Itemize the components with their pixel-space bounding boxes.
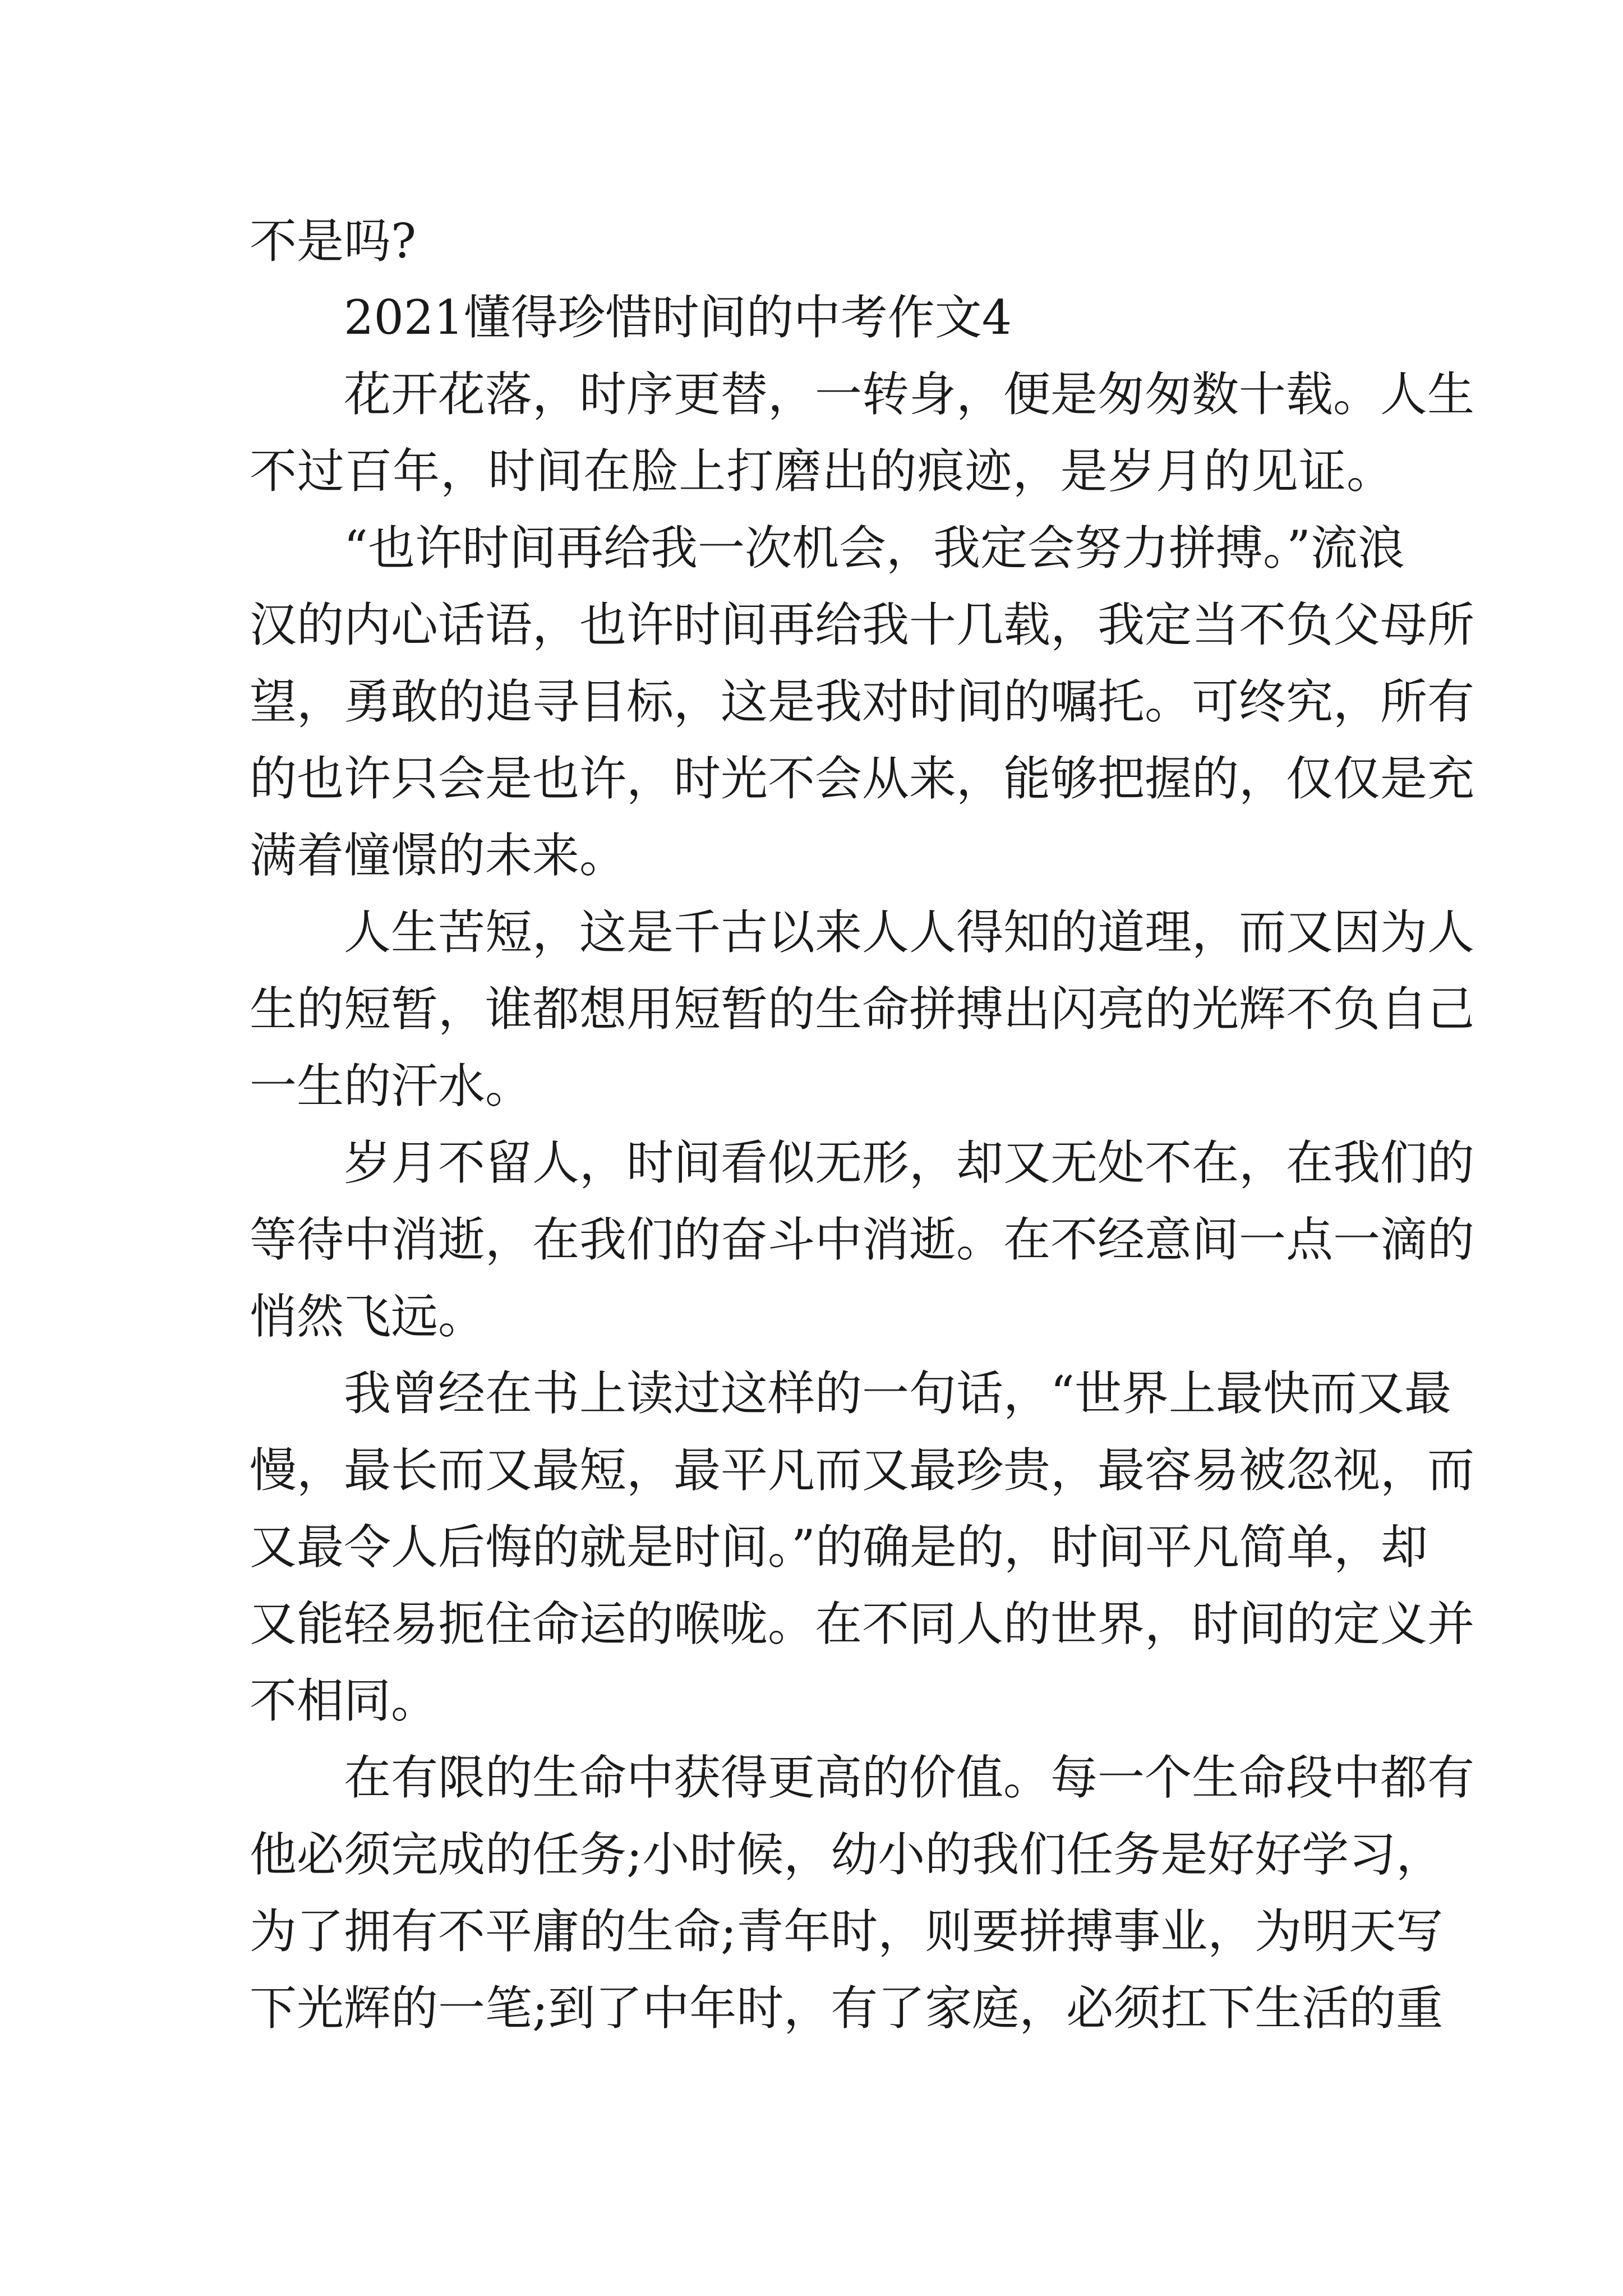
text-line: 又最令人后悔的就是时间。”的确是的，时间平凡简单，却 — [250, 1520, 1428, 1575]
text-line: 他必须完成的任务;小时候，幼小的我们任务是好好学习， — [250, 1827, 1444, 1882]
text-line: 不是吗? — [250, 214, 417, 269]
text-line: 生的短暂，谁都想用短暂的生命拼搏出闪亮的光辉不负自己 — [250, 982, 1475, 1037]
text-line: 不过百年，时间在脸上打磨出的痕迹，是岁月的见证。 — [250, 444, 1394, 499]
text-line: 悄然飞远。 — [250, 1289, 486, 1344]
text-line: “也许时间再给我一次机会，我定会努力拼搏。”流浪 — [344, 521, 1405, 576]
text-line: 等待中消逝，在我们的奋斗中消逝。在不经意间一点一滴的 — [250, 1212, 1475, 1267]
text-line: 为了拥有不平庸的生命;青年时，则要拼搏事业，为明天写 — [250, 1904, 1444, 1959]
text-line: 汉的内心话语，也许时间再给我十几载，我定当不负父母所 — [250, 597, 1475, 652]
text-line: 在有限的生命中获得更高的价值。每一个生命段中都有 — [344, 1750, 1475, 1805]
text-line: 人生苦短，这是千古以来人人得知的道理，而又因为人 — [344, 905, 1475, 960]
text-line: 又能轻易扼住命运的喉咙。在不同人的世界，时间的定义并 — [250, 1596, 1475, 1651]
section-heading: 2021懂得珍惜时间的中考作文4 — [344, 290, 1012, 345]
text-line: 花开花落，时序更替，一转身，便是匆匆数十载。人生 — [344, 367, 1475, 422]
text-line: 的也许只会是也许，时光不会从来，能够把握的，仅仅是充 — [250, 751, 1475, 806]
text-line: 望，勇敢的追寻目标，这是我对时间的嘱托。可终究，所有 — [250, 674, 1475, 729]
text-line: 下光辉的一笔;到了中年时，有了家庭，必须扛下生活的重 — [250, 1981, 1444, 2036]
text-line: 岁月不留人，时间看似无形，却又无处不在，在我们的 — [344, 1135, 1475, 1190]
text-line: 慢，最长而又最短，最平凡而又最珍贵，最容易被忽视，而 — [250, 1443, 1475, 1498]
text-line: 我曾经在书上读过这样的一句话，“世界上最快而又最 — [344, 1366, 1451, 1421]
text-line: 一生的汗水。 — [250, 1059, 533, 1114]
text-line: 不相同。 — [250, 1673, 439, 1728]
text-line: 满着憧憬的未来。 — [250, 828, 627, 883]
